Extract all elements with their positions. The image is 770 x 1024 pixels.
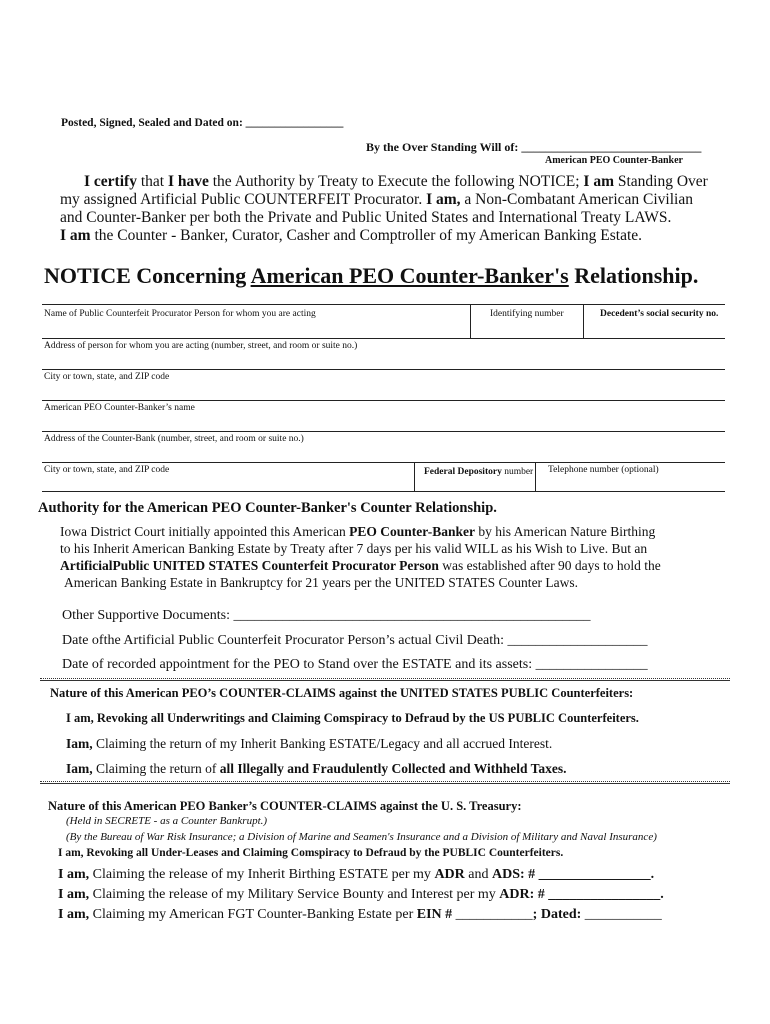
posted-date-field[interactable]: _________________ xyxy=(245,117,344,129)
form-name-label: Name of Public Counterfeit Procurator Person for whom you are acting xyxy=(44,309,316,319)
notice-underlined: American PEO Counter-Banker's xyxy=(250,263,569,288)
certify-iam: I am xyxy=(583,173,614,190)
certify-line-4 xyxy=(60,227,642,245)
notice-title xyxy=(44,263,698,289)
will-field[interactable]: ______________________________ xyxy=(521,140,702,154)
ein-number-field[interactable]: ___________ xyxy=(455,907,533,922)
certify-rest: the Authority by Treaty to Execute the following NOTICE; xyxy=(212,173,580,190)
treasury-claim-1-iam: I am, xyxy=(58,867,90,882)
section-rule xyxy=(40,781,730,782)
authority-line-1 xyxy=(60,524,655,540)
treasury-revoke: I am, Revoking all Under-Leases and Claiming Comspiracy to Defraud by the PUBLIC Counterfeiters. xyxy=(58,847,564,859)
form-banker-name-label: American PEO Counter-Banker’s name xyxy=(44,403,195,413)
form-fed-label xyxy=(424,467,533,477)
treasury-note-1: (Held in SECRETE - as a Counter Bankrupt.) xyxy=(66,815,268,827)
treasury-claim-3 xyxy=(58,907,662,923)
treasury-counterclaims-heading: Nature of this American PEO Banker’s COUNTER-CLAIMS against the U. S. Treasury: xyxy=(48,799,522,813)
treasury-claim-2 xyxy=(58,887,664,903)
authority-line-3 xyxy=(60,558,661,574)
dated-label: ; Dated: xyxy=(532,907,582,922)
us-claim-2-text: Claiming the return of my Inherit Banking ESTATE/Legacy and all accrued Interest. xyxy=(96,736,553,751)
us-claim-2 xyxy=(66,736,552,752)
us-claim-3-iam: Iam, xyxy=(66,761,93,776)
form-divider xyxy=(583,304,584,338)
form-rule xyxy=(42,400,725,401)
form-divider xyxy=(535,462,536,491)
form-bank-address-label: Address of the Counter-Bank (number, street, and room or suite no.) xyxy=(44,434,304,444)
treasury-note-2: (By the Bureau of War Risk Insurance; a Division of Marine and Seamen's Insurance and a Division of Military and Naval Insurance) xyxy=(66,831,657,843)
notice-prefix: NOTICE Concerning xyxy=(44,263,247,288)
certify-l2a: my assigned Artificial Public COUNTERFEIT Procurator. xyxy=(60,191,423,208)
appointment-date-field[interactable]: Date of recorded appointment for the PEO to Stand over the ESTATE and its assets: ________________ xyxy=(62,657,648,672)
will-caption: American PEO Counter-Banker xyxy=(545,155,683,166)
adr-number-field[interactable]: ADR: # ________________. xyxy=(499,887,664,902)
treasury-claim-1-adr: ADR xyxy=(434,867,465,882)
form-rule xyxy=(42,369,725,370)
form-rule xyxy=(42,491,725,492)
form-ssn-label: Decedent’s social security no. xyxy=(600,309,719,319)
authority-heading: Authority for the American PEO Counter-Banker's Counter Relationship. xyxy=(38,500,497,516)
us-claim-3-text: Claiming the return of xyxy=(96,761,217,776)
supportive-docs-field[interactable]: Other Supportive Documents: ___________________________________________________ xyxy=(62,608,591,623)
form-rule xyxy=(42,462,725,463)
authority-p1b: PEO Counter-Banker xyxy=(349,524,475,539)
will-line xyxy=(366,140,701,155)
authority-p1c: by his American Nature Birthing xyxy=(478,524,656,539)
certify-l2b: a Non-Combatant American Civilian xyxy=(464,191,693,208)
certify-end: Standing Over xyxy=(617,173,708,190)
us-claim-3-bold: all Illegally and Fraudulently Collected and Withheld Taxes. xyxy=(219,761,567,776)
certify-l4-iam: I am xyxy=(60,227,91,244)
us-claim-2-iam: Iam, xyxy=(66,736,93,751)
authority-p3c: was established after 90 days to hold the xyxy=(442,558,661,573)
treasury-claim-2-text: Claiming the release of my Military Service Bounty and Interest per my xyxy=(92,887,496,902)
certify-l2-iam: I am, xyxy=(426,191,461,208)
section-rule xyxy=(40,783,730,784)
ads-number-field[interactable]: ADS: # ________________. xyxy=(492,867,655,882)
authority-line-4: American Banking Estate in Bankruptcy for 21 years per the UNITED STATES Counter Laws. xyxy=(64,575,579,590)
section-rule xyxy=(40,680,730,681)
certify-i: I xyxy=(84,173,91,190)
form-id-label: Identifying number xyxy=(490,309,564,319)
us-counterclaims-heading: Nature of this American PEO’s COUNTER-CLAIMS against the UNITED STATES PUBLIC Counterfeiters: xyxy=(50,686,634,700)
authority-line-2: to his Inherit American Banking Estate by Treaty after 7 days per his valid WILL as his Wish to Live. But an xyxy=(60,541,648,556)
certify-line-1 xyxy=(84,173,708,191)
form-tel-label: Telephone number (optional) xyxy=(548,465,659,475)
certify-line-3: and Counter-Banker per both the Private and Public United States and International Treaty LAWS. xyxy=(60,209,672,226)
posted-line xyxy=(61,117,343,129)
treasury-claim-3-text: Claiming my American FGT Counter-Banking Estate per xyxy=(92,907,414,922)
civil-death-date-field[interactable]: Date ofthe Artificial Public Counterfeit Procurator Person’s actual Civil Death: ____________________ xyxy=(62,633,648,648)
us-claim-3 xyxy=(66,761,567,777)
posted-label: Posted, Signed, Sealed and Dated on: xyxy=(61,117,243,129)
treasury-claim-2-iam: I am, xyxy=(58,887,90,902)
dated-field[interactable]: ___________ xyxy=(584,907,662,922)
form-bank-city-label: City or town, state, and ZIP code xyxy=(44,465,170,475)
form-rule xyxy=(42,338,725,339)
us-claim-1: I am, Revoking all Underwritings and Claiming Comspiracy to Defraud by the US PUBLIC Counterfeiters. xyxy=(66,711,639,725)
section-rule xyxy=(40,678,730,679)
certify-that: that xyxy=(140,173,165,190)
certify-line-2 xyxy=(60,191,693,209)
form-top-rule xyxy=(42,304,725,305)
notice-suffix: Relationship. xyxy=(574,263,699,288)
treasury-claim-1-and: and xyxy=(468,867,489,882)
form-fed-bold: Federal Depository xyxy=(424,467,502,477)
treasury-claim-1-text: Claiming the release of my Inherit Birthing ESTATE per my xyxy=(92,867,431,882)
treasury-claim-3-iam: I am, xyxy=(58,907,90,922)
will-label: By the Over Standing Will of: xyxy=(366,140,519,154)
certify-word: certify xyxy=(93,173,137,190)
form-address-label: Address of person for whom you are acting (number, street, and room or suite no.) xyxy=(44,341,358,351)
certify-l4b: the Counter - Banker, Curator, Casher and Comptroller of my American Banking Estate. xyxy=(94,227,643,244)
form-divider xyxy=(414,462,415,491)
authority-p1a: Iowa District Court initially appointed this American xyxy=(60,524,346,539)
authority-p3b: ArtificialPublic UNITED STATES Counterfeit Procurator Person xyxy=(60,558,439,573)
form-city-label: City or town, state, and ZIP code xyxy=(44,372,170,382)
ein-label: EIN # xyxy=(416,907,453,922)
form-rule xyxy=(42,431,725,432)
certify-ihave: I have xyxy=(167,173,209,190)
treasury-claim-1 xyxy=(58,867,654,883)
form-divider xyxy=(470,304,471,338)
form-fed-number: number xyxy=(504,467,534,477)
